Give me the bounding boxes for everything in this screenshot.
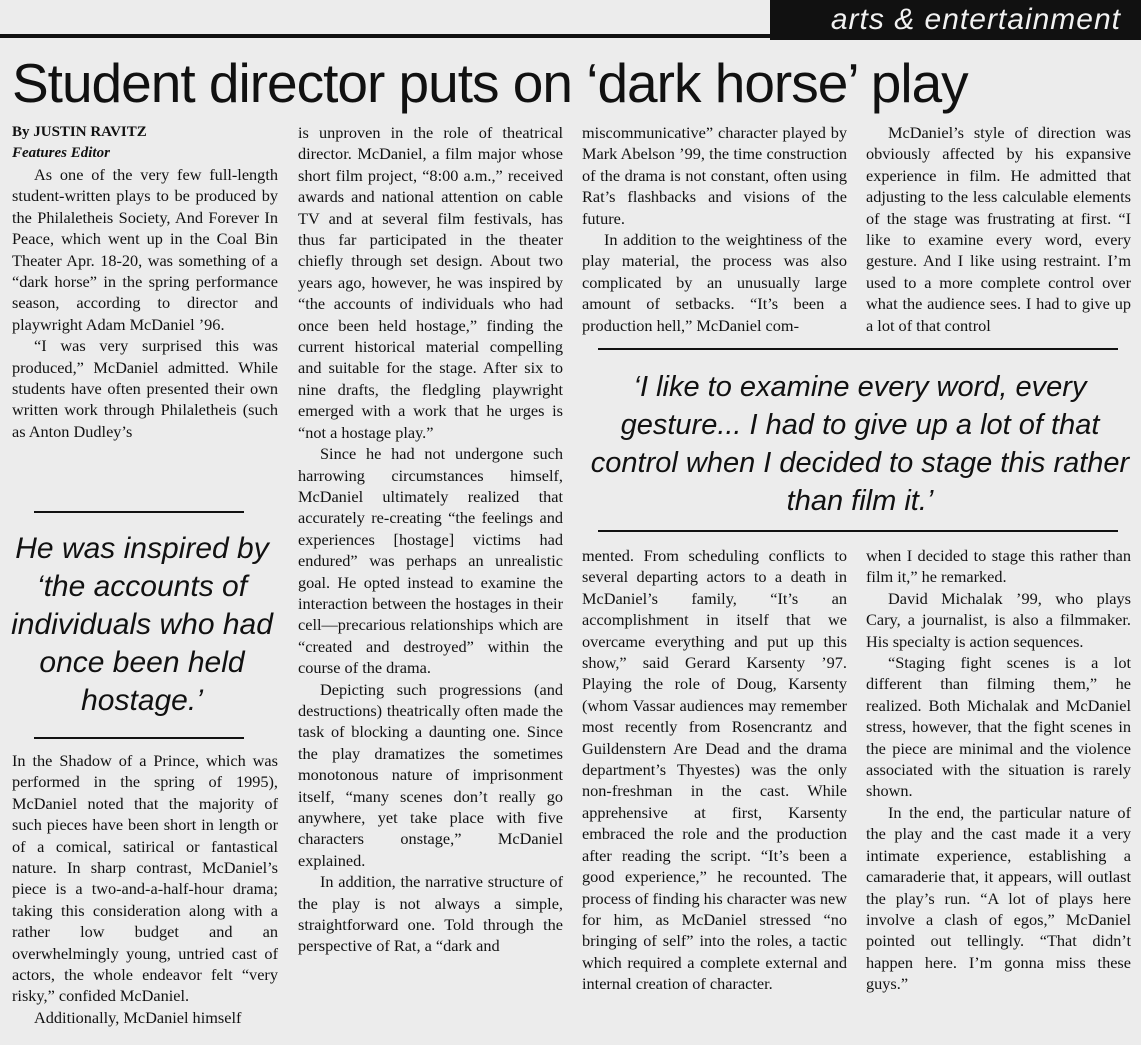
pull-quote-1-rule-top	[34, 511, 244, 513]
paragraph: when I decided to stage this rather than film it,” he remarked.	[866, 546, 1131, 587]
paragraph: McDaniel’s style of direction was obviously affected by his expansive experience in film. He admitted that adjusting to the less calculable elements of the stage was frustrating at first. “I like to examine every word, every gesture. And I like using restraint. I’m used to a more complete control over what the audience sees. I had to give up a lot of that control	[866, 123, 1131, 335]
paragraph: is unproven in the role of theatrical director. McDaniel, a film major whose short film project, “8:00 a.m.,” received awards and national attention on cable TV and at several film festivals, has thus far participated in the theater chiefly through set design. About two years ago, however, he was inspired by “the accounts of individuals who had once been held hostage,” finding the current historical material compelling and suitable for the stage. After six to nine drafts, the fledgling playwright emerged with a work that he urges is “not a hostage play.”	[298, 123, 563, 442]
paragraph: Additionally, McDaniel himself	[34, 1007, 242, 1027]
banner-box	[770, 0, 1141, 40]
paragraph: In addition to the weightiness of the play material, the process was also complicated by an unusually large amount of setbacks. “It’s been a production hell,” McDaniel com-	[582, 230, 847, 335]
byline-title: Features Editor	[12, 145, 110, 161]
section-banner	[0, 0, 1141, 42]
paragraph: In the Shadow of a Prince, which was performed in the spring of 1995), McDaniel noted that the majority of such pieces have been short in length or of a comical, satirical or fantastical nature. In sharp contrast, McDaniel’s piece is a two-and-a-half-hour drama; taking this consideration along with a rather low budget and an overwhelmingly young, untried cast of actors, the whole endeavor felt “very risky,” confided McDaniel.	[12, 751, 278, 1006]
paragraph: miscommunicative” character played by Mark Abelson ’99, the time construction of the drama is not constant, often using Rat’s flashbacks and visions of the future.	[582, 123, 847, 228]
paragraph: David Michalak ’99, who plays Cary, a journalist, is also a filmmaker. His specialty is action sequences.	[866, 588, 1131, 651]
paragraph: As one of the very few full-length student-written plays to be produced by the Philaletheis Society, And Forever In Peace, which went up in the Coal Bin Theater Apr. 18-20, was something of a “dark horse” in the spring performance season, according to director and playwright Adam McDaniel ’96.	[12, 165, 278, 334]
pull-quote-2-rule-bottom	[598, 530, 1118, 532]
column-3-top	[582, 122, 847, 336]
paragraph: In the end, the particular nature of the play and the cast made it a very intimate experience, establishing a camaraderie that, it appears, will outlast the play’s run. “A lot of plays here involve a clash of egos,” McDaniel pointed out tellingly. “That didn’t happen here. I’m gonna miss these guys.”	[866, 802, 1131, 994]
paragraph: “I was very surprised this was produced,” McDaniel admitted. While students have often presented their own written work through Philaletheis (such as Anton Dudley’s	[12, 336, 278, 441]
column-3-bottom	[582, 545, 847, 995]
banner-rule	[0, 34, 770, 38]
headline: Student director puts on ‘dark horse’ play	[12, 52, 968, 114]
column-1-continued	[12, 750, 278, 1028]
section-label: arts & entertainment	[830, 3, 1121, 36]
pull-quote-1-rule-bottom	[34, 737, 244, 739]
byline: By JUSTIN RAVITZ	[12, 124, 147, 140]
paragraph: In addition, the narrative structure of the play is not always a simple, straightforward one. Told through the perspective of Rat, a “dark and	[298, 872, 563, 956]
paragraph: mented. From scheduling conflicts to several departing actors to a death in McDaniel’s family, “It’s an accomplishment in itself that we overcame everything and put up this show,” said Gerard Karsenty ’97. Playing the role of Doug, Karsenty (whom Vassar audiences may remember most recently from Rosencrantz and Guildenstern Are Dead and the drama department’s Thyestes) was the only non-freshman in the cast. While apprehensive at first, Karsenty embraced the role and the production after reading the script. “It’s been a good experience,” he recounted. The process of finding his character was new for him, as McDaniel stressed “no bringing of self” into the roles, a tactic which required a complete external and internal creation of character.	[582, 546, 847, 994]
paragraph: Since he had not undergone such harrowing circumstances himself, McDaniel ultimately realized that accurately re-creating “the feelings and experiences [hostage] victims had endured” was perhaps an unrealistic goal. He opted instead to examine the interaction between the hostages in their cell—precarious relationships which are “created and destroyed” within the course of the drama.	[298, 444, 563, 678]
pull-quote-1: He was inspired by ‘the accounts of individuals who had once been held hostage.’	[11, 532, 273, 717]
paragraph: Depicting such progressions (and destructions) theatrically often made the task of blocking a daunting one. Since the play dramatizes the sometimes monotonous nature of imprisonment itself, “many scenes don’t really go anywhere, yet take place with five characters onstage,” McDaniel explained.	[298, 679, 563, 870]
column-4-top	[866, 122, 1131, 336]
pull-quote-2-rule-top	[598, 348, 1118, 350]
column-2	[298, 122, 563, 957]
pull-quote-2: ‘I like to examine every word, every gesture... I had to give up a lot of that control when I decided to stage this rather than film it.’	[590, 371, 1130, 517]
paragraph: “Staging fight scenes is a lot different than filming them,” he realized. Both Michalak and McDaniel stress, however, that the fight scenes in the piece are minimal and the violence associated with the situation is rarely shown.	[866, 653, 1131, 801]
column-1	[12, 122, 278, 442]
column-4-bottom	[866, 545, 1131, 995]
